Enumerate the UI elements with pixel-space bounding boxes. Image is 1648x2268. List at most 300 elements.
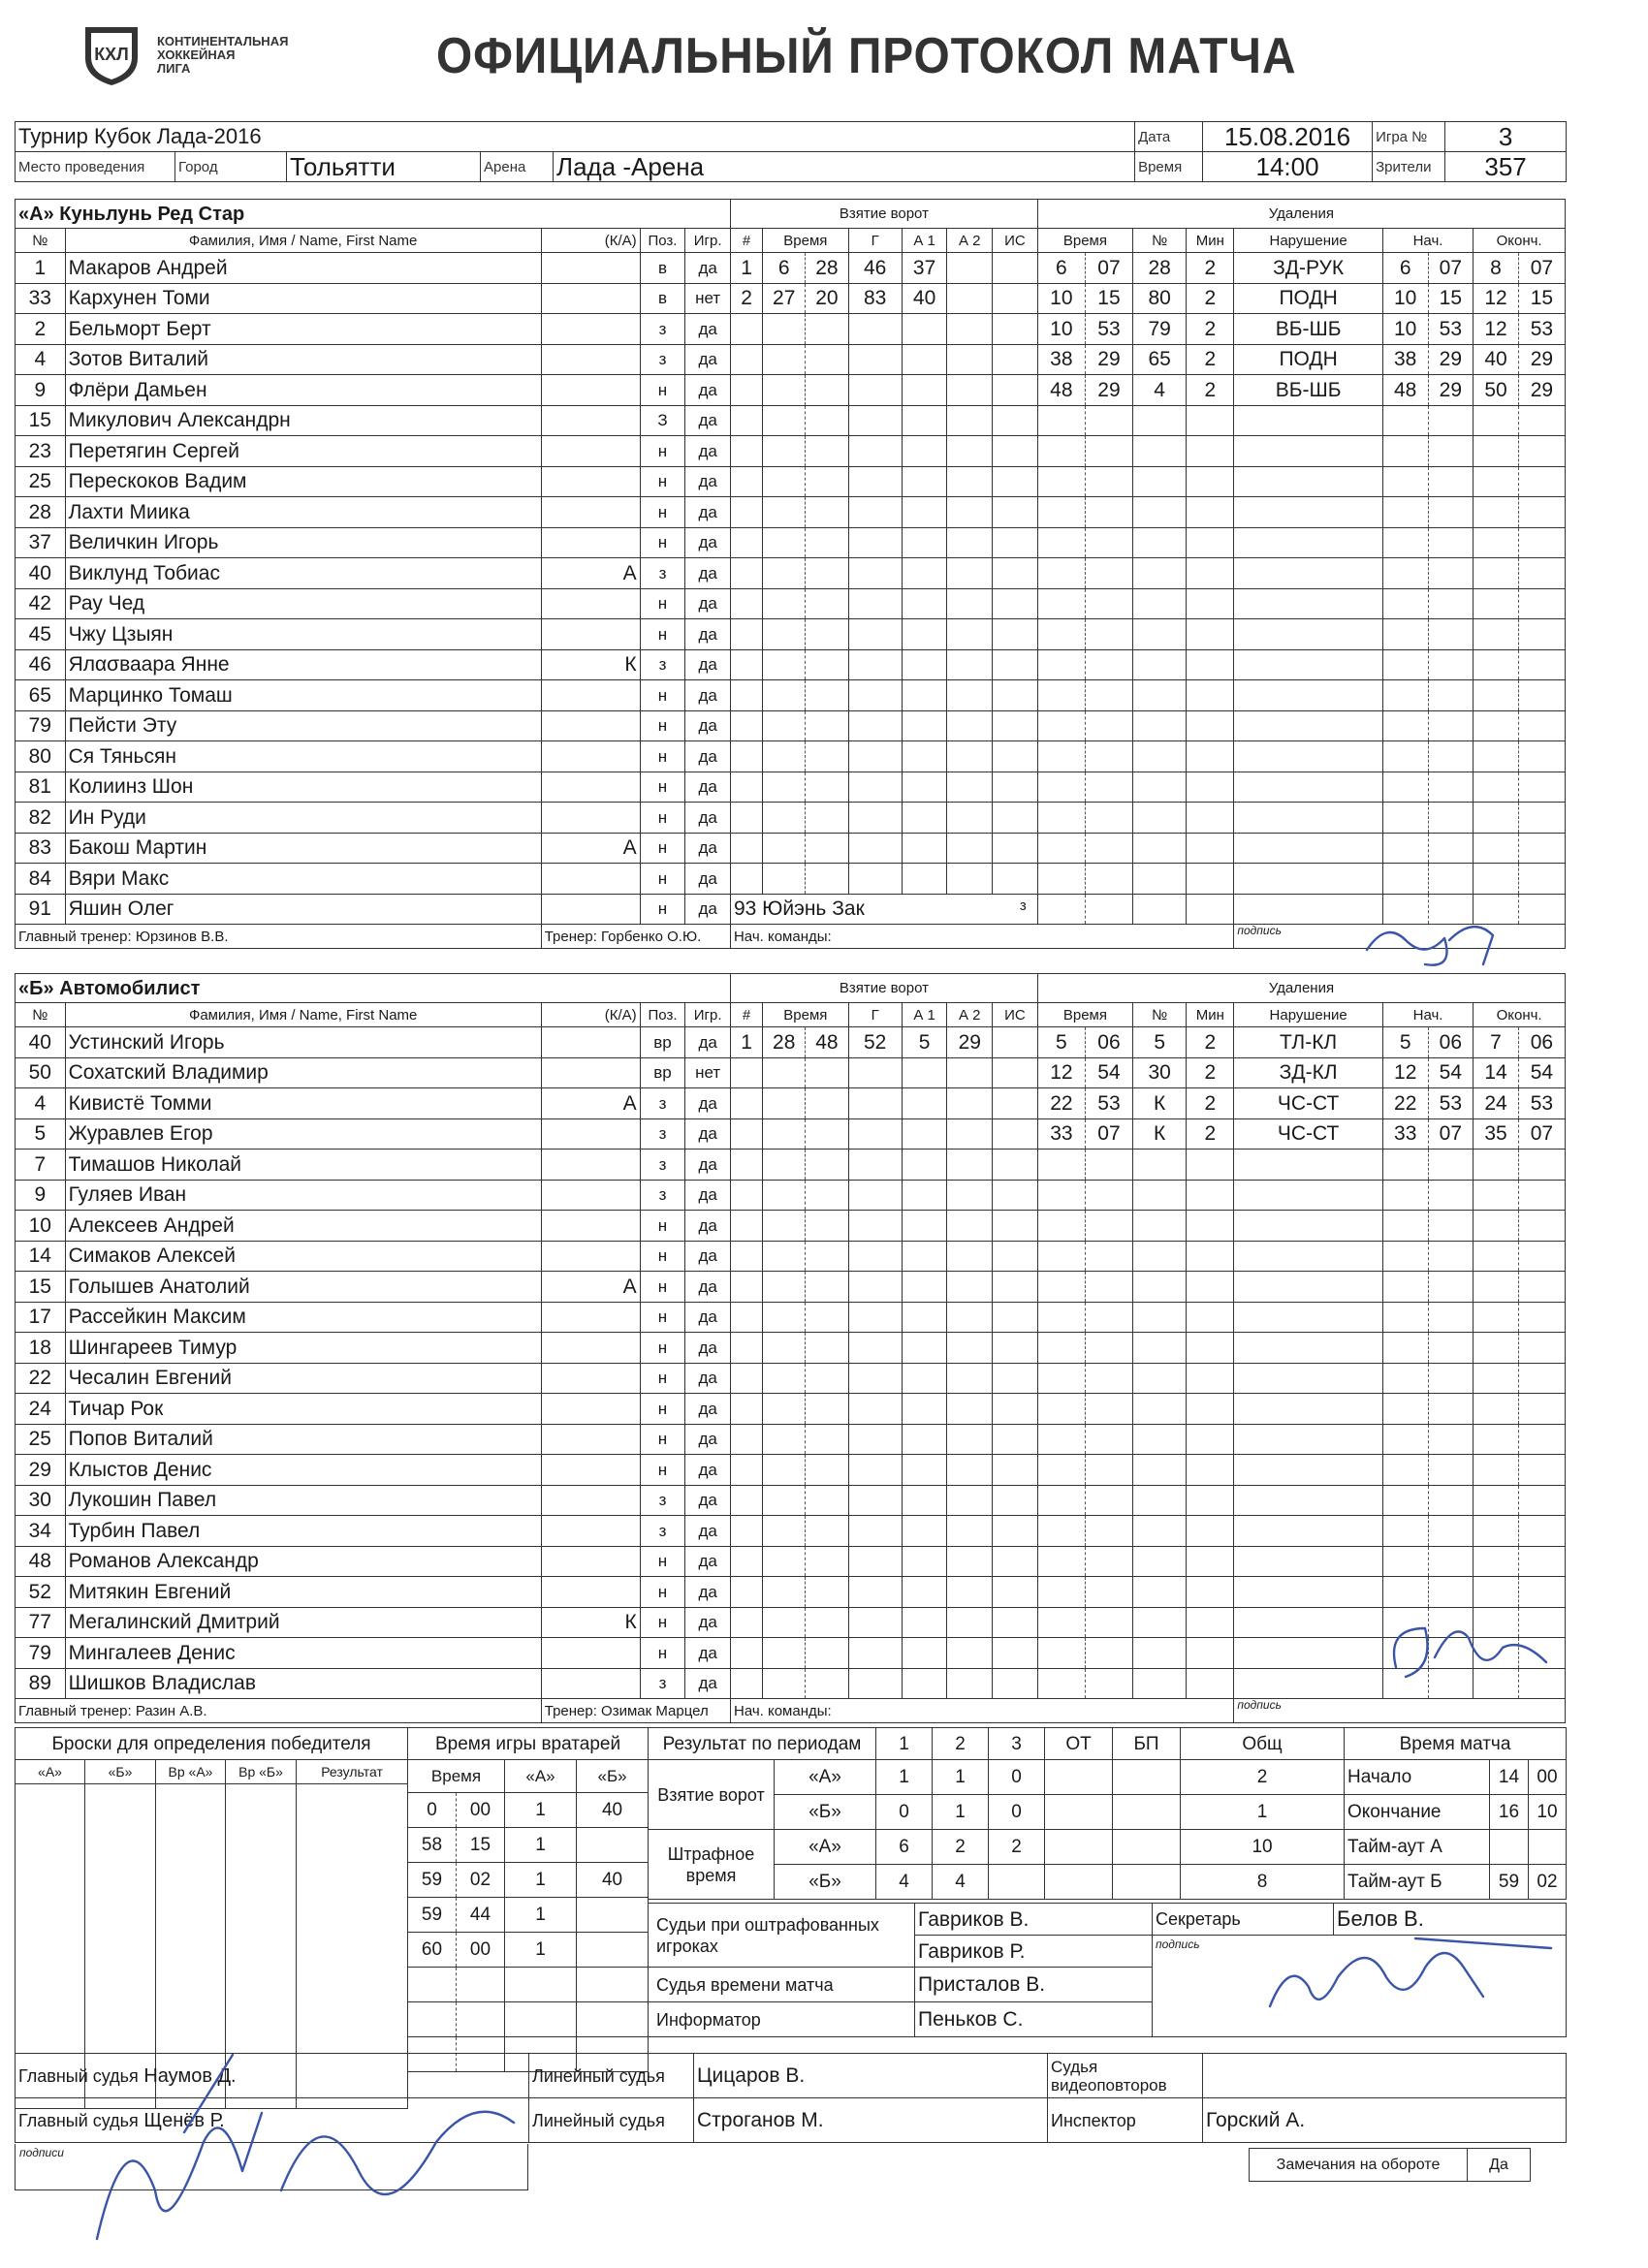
penalty-violation: ПОДН (1234, 344, 1382, 375)
player-name: Кивистё Томми (65, 1088, 541, 1119)
player-played: да (685, 680, 731, 711)
player-number: 34 (16, 1516, 66, 1547)
goal-scorer: 83 (848, 283, 902, 314)
player-row (16, 649, 1566, 680)
player-row (16, 680, 1566, 711)
player-position: н (640, 1272, 685, 1303)
player-row (16, 497, 1566, 528)
player-position: н (640, 894, 685, 925)
player-name: Колиинз Шон (65, 772, 541, 803)
goalie-time-row: 0 00 1 40 (408, 1793, 649, 1828)
player-row (16, 558, 1566, 589)
informer: Пеньков С. (915, 2002, 1153, 2037)
player-name: Марцинко Томаш (65, 680, 541, 711)
player-name: Шингареев Тимур (65, 1333, 541, 1364)
player-row (16, 1333, 1566, 1364)
player-played: да (685, 649, 731, 680)
head-referee-1: Главный судья Наумов Д. (16, 2054, 529, 2098)
penalty-violation: ТЛ-КЛ (1234, 1027, 1382, 1058)
player-name: Тичар Рок (65, 1394, 541, 1425)
player-row (16, 1302, 1566, 1333)
player-played: да (685, 1118, 731, 1150)
player-number: 77 (16, 1607, 66, 1638)
player-row (16, 772, 1566, 803)
player-role (541, 1027, 640, 1058)
player-role (541, 344, 640, 375)
player-number: 10 (16, 1211, 66, 1242)
player-row (16, 1455, 1566, 1486)
player-position: вр (640, 1057, 685, 1088)
player-row: 1 Макаров Андрей в да 1 6 28 46 37 6 07 28 2 ЗД-РУК 6 07 8 07 (16, 253, 1566, 284)
player-name: Рассейкин Максим (65, 1302, 541, 1333)
penalty-box-judge-1: Гавриков В. (915, 1904, 1153, 1936)
penalty-min: 12 (1037, 1057, 1085, 1088)
player-played: да (685, 1088, 731, 1119)
player-row (16, 1272, 1566, 1303)
player-role (541, 680, 640, 711)
secretary: Белов В. (1334, 1904, 1567, 1936)
player-row (16, 1180, 1566, 1211)
goals-b-p3: 0 (989, 1795, 1045, 1830)
player-played: да (685, 375, 731, 406)
penalty-player: 79 (1133, 314, 1187, 345)
player-name: Чжу Цзыян (65, 619, 541, 650)
penalty-player: 4 (1133, 375, 1187, 406)
goal-scorer: 52 (848, 1027, 902, 1058)
player-row (16, 864, 1566, 895)
player-name: Бельморт Берт (65, 314, 541, 345)
player-name: Ся Тяньсян (65, 741, 541, 772)
player-position: н (640, 1211, 685, 1242)
player-played: да (685, 1546, 731, 1577)
player-name: Макаров Андрей (65, 253, 541, 284)
player-position: в (640, 283, 685, 314)
player-role: А (541, 1272, 640, 1303)
player-role: К (541, 649, 640, 680)
penalty-player: К (1133, 1118, 1187, 1150)
player-name: Кархунен Томи (65, 283, 541, 314)
goals-b-p1: 0 (876, 1795, 933, 1830)
extra-player: 93 Юйэнь Зак з (730, 894, 1037, 925)
penalty-violation: ПОДН (1234, 283, 1382, 314)
player-row (16, 466, 1566, 497)
player-played: да (685, 344, 731, 375)
player-name: Величкин Игорь (65, 527, 541, 558)
player-position: н (640, 1638, 685, 1669)
player-played: да (685, 1333, 731, 1364)
player-played: да (685, 1485, 731, 1516)
penalty-sec: 53 (1085, 1088, 1132, 1119)
player-position: вр (640, 1027, 685, 1058)
player-role (541, 894, 640, 925)
player-played: да (685, 436, 731, 467)
goals-a-total: 2 (1181, 1760, 1345, 1795)
player-name: Шишков Владислав (65, 1668, 541, 1699)
player-name: Клыстов Денис (65, 1455, 541, 1486)
penalty-sec: 07 (1085, 1118, 1132, 1150)
goalie-time-table: Время игры вратарей Время «А» «Б» 0 00 1 40 58 15 1 59 02 1 40 59 44 1 60 00 1 (407, 1727, 649, 2072)
player-played: да (685, 864, 731, 895)
video-referee (1203, 2054, 1567, 2098)
player-position: н (640, 1302, 685, 1333)
player-name: Пейсти Эту (65, 710, 541, 741)
player-row (16, 1150, 1566, 1181)
player-position: н (640, 375, 685, 406)
player-name: Симаков Алексей (65, 1241, 541, 1272)
player-number: 52 (16, 1577, 66, 1608)
player-number: 46 (16, 649, 66, 680)
player-position: н (640, 619, 685, 650)
player-played: да (685, 558, 731, 589)
player-row: 5 Журавлев Егор з да 33 07 К 2 ЧС-СТ 33 07 35 07 (16, 1118, 1566, 1150)
player-position: з (640, 1150, 685, 1181)
player-position: н (640, 588, 685, 619)
penalty-min: 48 (1037, 375, 1085, 406)
player-number: 2 (16, 314, 66, 345)
player-position: н (640, 497, 685, 528)
player-played: да (685, 803, 731, 834)
player-role (541, 1302, 640, 1333)
player-played: да (685, 1211, 731, 1242)
player-name: Бакош Мартин (65, 833, 541, 864)
player-row (16, 1577, 1566, 1608)
pim-a-total: 10 (1181, 1830, 1345, 1865)
player-role (541, 1516, 640, 1547)
player-played: да (685, 772, 731, 803)
player-number: 81 (16, 772, 66, 803)
player-name: Перетягин Сергей (65, 436, 541, 467)
referee-signature (68, 1997, 533, 2268)
player-role: А (541, 558, 640, 589)
player-number: 1 (16, 253, 66, 284)
player-role (541, 1118, 640, 1150)
notes-value: Да (1468, 2149, 1531, 2182)
game-number: 3 (1445, 122, 1567, 152)
player-played: нет (685, 1057, 731, 1088)
player-played: да (685, 405, 731, 436)
goal-scorer: 46 (848, 253, 902, 284)
player-number: 30 (16, 1485, 66, 1516)
player-role: А (541, 833, 640, 864)
player-played: нет (685, 283, 731, 314)
league-name: КОНТИНЕНТАЛЬНАЯ ХОККЕЙНАЯ ЛИГА (157, 34, 289, 76)
player-row (16, 1424, 1566, 1455)
player-number: 45 (16, 619, 66, 650)
player-number: 33 (16, 283, 66, 314)
player-name: Устинский Игорь (65, 1027, 541, 1058)
goals-b-p2: 1 (933, 1795, 989, 1830)
head-coach: Главный тренер: Разин А.В. (16, 1699, 542, 1723)
player-number: 4 (16, 344, 66, 375)
penalty-minutes: 2 (1187, 253, 1234, 284)
penalty-min: 33 (1037, 1118, 1085, 1150)
player-role (541, 1577, 640, 1608)
player-role (541, 1150, 640, 1181)
player-number: 40 (16, 558, 66, 589)
coach: Тренер: Горбенко О.Ю. (541, 925, 730, 949)
team-title: «А» Куньлунь Ред Стар (16, 200, 731, 229)
penalty-player: 65 (1133, 344, 1187, 375)
player-row (16, 588, 1566, 619)
player-position: н (640, 864, 685, 895)
player-number: 37 (16, 527, 66, 558)
player-role (541, 588, 640, 619)
player-row (16, 1638, 1566, 1669)
player-number: 14 (16, 1241, 66, 1272)
penalty-violation: ВБ-ШБ (1234, 314, 1382, 345)
arena: Лада -Арена (554, 152, 1135, 182)
goals-a-p1: 1 (876, 1760, 933, 1795)
player-number: 7 (16, 1150, 66, 1181)
player-role (541, 253, 640, 284)
player-name: Романов Александр (65, 1546, 541, 1577)
penalty-sec: 54 (1085, 1057, 1132, 1088)
goal-sec: 20 (806, 283, 848, 314)
player-number: 4 (16, 1088, 66, 1119)
player-role (541, 1211, 640, 1242)
player-row: 33 Кархунен Томи в нет 2 27 20 83 40 10 15 80 2 ПОДН 10 15 12 15 (16, 283, 1566, 314)
player-role (541, 497, 640, 528)
team-a-section: «А» Куньлунь Ред Стар Взятие ворот Удаления № Фамилия, Имя / Name, First Name (К/А) Поз. Игр. # Время Г А 1 А 2 ИС Время № Мин Нарушение Нач. Оконч. 1 Макаров Андрей в да 1 6 28 46 37 6 07 28 2 ЗД-РУК 6 07 8 07 33 Кархунен Томи в нет 2 27 20 83 40 10 15 80 2 ПОДН 10 15 12 15 2 Бельморт Берт з да 10 53 79 2 ВБ-ШБ 10 53 12 53 4 Зотов Виталий з да 38 29 65 2 ПОДН 38 29 40 29 9 Флёри Дамьен н да 48 29 4 2 ВБ-ШБ 48 29 50 29 15 Микулович Александрн З да 23 Перетягин Сергей н да 25 Перескоков Вадим н да 28 Лахти Миика н да 37 Величкин Игорь н да 40 Виклунд Тобиас А з да 42 Рау Чед н да 45 Чжу Цзыян н да 46 Ялασваара Янне К з да 65 Марцинко Томаш н да 79 Пейсти Эту н да 80 Ся Тяньсян н да 81 Колиинз Шон н да 82 Ин Руди н да 83 Бакош Мартин А н да 84 Вяри Макс н да 91 Яшин Олег н да 93 Юйэнь Зак з Главный тренер: Юрзинов В.В. Тренер: Горбенко О.Ю. Нач. команды: подпись (15, 199, 1566, 949)
player-number: 40 (16, 1027, 66, 1058)
player-row (16, 1241, 1566, 1272)
player-row (16, 1668, 1566, 1699)
player-name: Перескоков Вадим (65, 466, 541, 497)
player-position: н (640, 1607, 685, 1638)
penalty-minutes: 2 (1187, 283, 1234, 314)
goal-sec: 28 (806, 253, 848, 284)
player-played: да (685, 619, 731, 650)
penalty-min: 10 (1037, 283, 1085, 314)
player-played: да (685, 833, 731, 864)
player-name: Лахти Миика (65, 497, 541, 528)
player-position: н (640, 1394, 685, 1425)
penalty-violation: ЗД-КЛ (1234, 1057, 1382, 1088)
player-role (541, 864, 640, 895)
player-role (541, 772, 640, 803)
goalie-time-row: 59 44 1 (408, 1898, 649, 1933)
player-role (541, 1241, 640, 1272)
player-played: да (685, 1302, 731, 1333)
penalty-minutes: 2 (1187, 1027, 1234, 1058)
player-name: Мингалеев Денис (65, 1638, 541, 1669)
player-role (541, 1180, 640, 1211)
player-position: з (640, 558, 685, 589)
player-number: 5 (16, 1118, 66, 1150)
goal-number: 1 (730, 1027, 762, 1058)
player-row (16, 1546, 1566, 1577)
penalty-player: 28 (1133, 253, 1187, 284)
player-role (541, 314, 640, 345)
player-row (16, 405, 1566, 436)
player-position: н (640, 1455, 685, 1486)
penalty-player: 5 (1133, 1027, 1187, 1058)
penalty-min: 38 (1037, 344, 1085, 375)
team-manager: Нач. команды: (730, 1699, 1233, 1723)
penalty-sec: 53 (1085, 314, 1132, 345)
player-number: 79 (16, 1638, 66, 1669)
player-position: з (640, 1516, 685, 1547)
penalty-minutes: 2 (1187, 344, 1234, 375)
player-position: н (640, 1363, 685, 1394)
goal-assist-1: 37 (902, 253, 947, 284)
player-role (541, 803, 640, 834)
signatures-box: подписи (15, 2144, 528, 2190)
player-name: Вяри Макс (65, 864, 541, 895)
player-position: н (640, 1424, 685, 1455)
player-position: н (640, 1333, 685, 1364)
player-role (541, 527, 640, 558)
linesman-1: Цицаров В. (694, 2054, 1048, 2098)
team-title: «Б» Автомобилист (16, 974, 731, 1003)
timekeeper: Присталов В. (915, 1968, 1153, 2002)
goal-sec: 48 (806, 1027, 848, 1058)
player-role (541, 619, 640, 650)
player-name: Мегалинский Дмитрий (65, 1607, 541, 1638)
player-number: 15 (16, 405, 66, 436)
player-position: н (640, 833, 685, 864)
goal-assist-2 (947, 253, 993, 284)
penalty-sec: 07 (1085, 253, 1132, 284)
player-number: 89 (16, 1668, 66, 1699)
player-position: з (640, 1118, 685, 1150)
player-row (16, 527, 1566, 558)
player-role (541, 1668, 640, 1699)
penalty-min: 5 (1037, 1027, 1085, 1058)
player-name: Рау Чед (65, 588, 541, 619)
player-played: да (685, 1638, 731, 1669)
player-number: 42 (16, 588, 66, 619)
player-played: да (685, 741, 731, 772)
player-number: 79 (16, 710, 66, 741)
head-coach: Главный тренер: Юрзинов В.В. (16, 925, 542, 949)
penalty-player: 30 (1133, 1057, 1187, 1088)
goal-number: 2 (730, 283, 762, 314)
player-position: з (640, 314, 685, 345)
player-number: 80 (16, 741, 66, 772)
goal-min: 28 (763, 1027, 806, 1058)
player-row: 4 Кивистё Томми А з да 22 53 К 2 ЧС-СТ 22 53 24 53 (16, 1088, 1566, 1119)
player-row (16, 741, 1566, 772)
goal-min: 27 (763, 283, 806, 314)
player-role (541, 1638, 640, 1669)
player-row (16, 1394, 1566, 1425)
team-a-signature (1357, 911, 1512, 979)
player-position: н (640, 803, 685, 834)
penalty-minutes: 2 (1187, 1118, 1234, 1150)
head-referee-2: Главный судья Щенёв Р. (16, 2098, 529, 2143)
player-row (16, 1516, 1566, 1547)
player-number: 50 (16, 1057, 66, 1088)
player-name: Ин Руди (65, 803, 541, 834)
player-played: да (685, 1241, 731, 1272)
coach: Тренер: Озимак Марцел (541, 1699, 730, 1723)
player-number: 25 (16, 466, 66, 497)
player-number: 29 (16, 1455, 66, 1486)
penalty-min: 22 (1037, 1088, 1085, 1119)
player-name: Чесалин Евгений (65, 1363, 541, 1394)
shootout-table: Броски для определения победителя «А» «Б» Вр «А» Вр «Б» Результат (15, 1727, 408, 2109)
player-position: н (640, 680, 685, 711)
player-row (16, 894, 1566, 925)
player-role (541, 466, 640, 497)
player-number: 84 (16, 864, 66, 895)
player-played: да (685, 527, 731, 558)
goals-a-p2: 1 (933, 1760, 989, 1795)
player-row: 40 Устинский Игорь вр да 1 28 48 52 5 29 5 06 5 2 ТЛ-КЛ 5 06 7 06 (16, 1027, 1566, 1058)
logo-text: КХЛ (94, 45, 129, 64)
player-name: Флёри Дамьен (65, 375, 541, 406)
player-position: н (640, 1546, 685, 1577)
linesman-2: Строганов М. (694, 2098, 1048, 2143)
player-position: з (640, 649, 685, 680)
pim-b-total: 8 (1181, 1865, 1345, 1900)
player-name: Сохатский Владимир (65, 1057, 541, 1088)
player-role (541, 1363, 640, 1394)
goalie-time-row: 59 02 1 40 (408, 1863, 649, 1898)
penalty-min: 10 (1037, 314, 1085, 345)
penalty-minutes: 2 (1187, 314, 1234, 345)
player-name: Митякин Евгений (65, 1577, 541, 1608)
player-position: н (640, 1241, 685, 1272)
match-info-table: Турнир Кубок Лада-2016 Дата 15.08.2016 Игра № 3 Место проведения Город Тольятти Арена Лада -Арена Время 14:00 Зрители 357 (15, 121, 1567, 182)
player-position: з (640, 1088, 685, 1119)
inspector: Горский А. (1203, 2098, 1567, 2143)
player-position: з (640, 1180, 685, 1211)
player-name: Журавлев Егор (65, 1118, 541, 1150)
league-logo (78, 21, 325, 89)
player-name: Микулович Александрн (65, 405, 541, 436)
player-name: Голышев Анатолий (65, 1272, 541, 1303)
penalty-minutes: 2 (1187, 1057, 1234, 1088)
player-name: Гуляев Иван (65, 1180, 541, 1211)
player-played: да (685, 253, 731, 284)
player-row (16, 1485, 1566, 1516)
player-played: да (685, 1455, 731, 1486)
player-played: да (685, 1027, 731, 1058)
player-played: да (685, 710, 731, 741)
penalty-minutes: 2 (1187, 375, 1234, 406)
player-name: Попов Виталий (65, 1424, 541, 1455)
player-played: да (685, 1668, 731, 1699)
player-played: да (685, 1516, 731, 1547)
player-position: н (640, 741, 685, 772)
penalty-sec: 29 (1085, 375, 1132, 406)
player-name: Лукошин Павел (65, 1485, 541, 1516)
player-row (16, 436, 1566, 467)
goal-assist-2 (947, 283, 993, 314)
page-title: ОФИЦИАЛЬНЫЙ ПРОТОКОЛ МАТЧА (436, 28, 1297, 84)
player-role (541, 1546, 640, 1577)
player-position: н (640, 772, 685, 803)
penalty-min: 6 (1037, 253, 1085, 284)
team-b-section: «Б» Автомобилист Взятие ворот Удаления № Фамилия, Имя / Name, First Name (К/А) Поз. Игр. # Время Г А 1 А 2 ИС Время № Мин Нарушение Нач. Оконч. 40 Устинский Игорь вр да 1 28 48 52 5 29 5 06 5 2 ТЛ-КЛ 5 06 7 06 50 Сохатский Владимир вр нет 12 54 30 2 ЗД-КЛ 12 54 14 54 4 Кивистё Томми А з да 22 53 К 2 ЧС-СТ 22 53 24 53 5 Журавлев Егор з да 33 07 К 2 ЧС-СТ 33 07 35 07 7 Тимашов Николай з да 9 Гуляев Иван з да 10 Алексеев Андрей н да 14 Симаков Алексей н да 15 Голышев Анатолий А н да 17 Рассейкин Максим н да 18 Шингареев Тимур н да 22 Чесалин Евгений н да 24 Тичар Рок н да 25 Попов Виталий н да 29 Клыстов Денис н да 30 Лукошин Павел з да 34 Турбин Павел з да 48 Романов Александр н да 52 Митякин Евгений н да 77 Мегалинский Дмитрий К н да 79 Мингалеев Денис н да 89 Шишков Владислав з да Главный тренер: Разин А.В. Тренер: Озимак Марцел Нач. команды: подпись (15, 973, 1566, 1723)
player-played: да (685, 1272, 731, 1303)
player-position: З (640, 405, 685, 436)
goal-number: 1 (730, 253, 762, 284)
player-name: Турбин Павел (65, 1516, 541, 1547)
player-role (541, 375, 640, 406)
player-role (541, 1394, 640, 1425)
player-row: 4 Зотов Виталий з да 38 29 65 2 ПОДН 38 29 40 29 (16, 344, 1566, 375)
player-played: да (685, 1607, 731, 1638)
player-number: 65 (16, 680, 66, 711)
player-role (541, 1455, 640, 1486)
player-position: н (640, 1577, 685, 1608)
player-played: да (685, 588, 731, 619)
player-position: н (640, 710, 685, 741)
penalty-minutes: 2 (1187, 1088, 1234, 1119)
